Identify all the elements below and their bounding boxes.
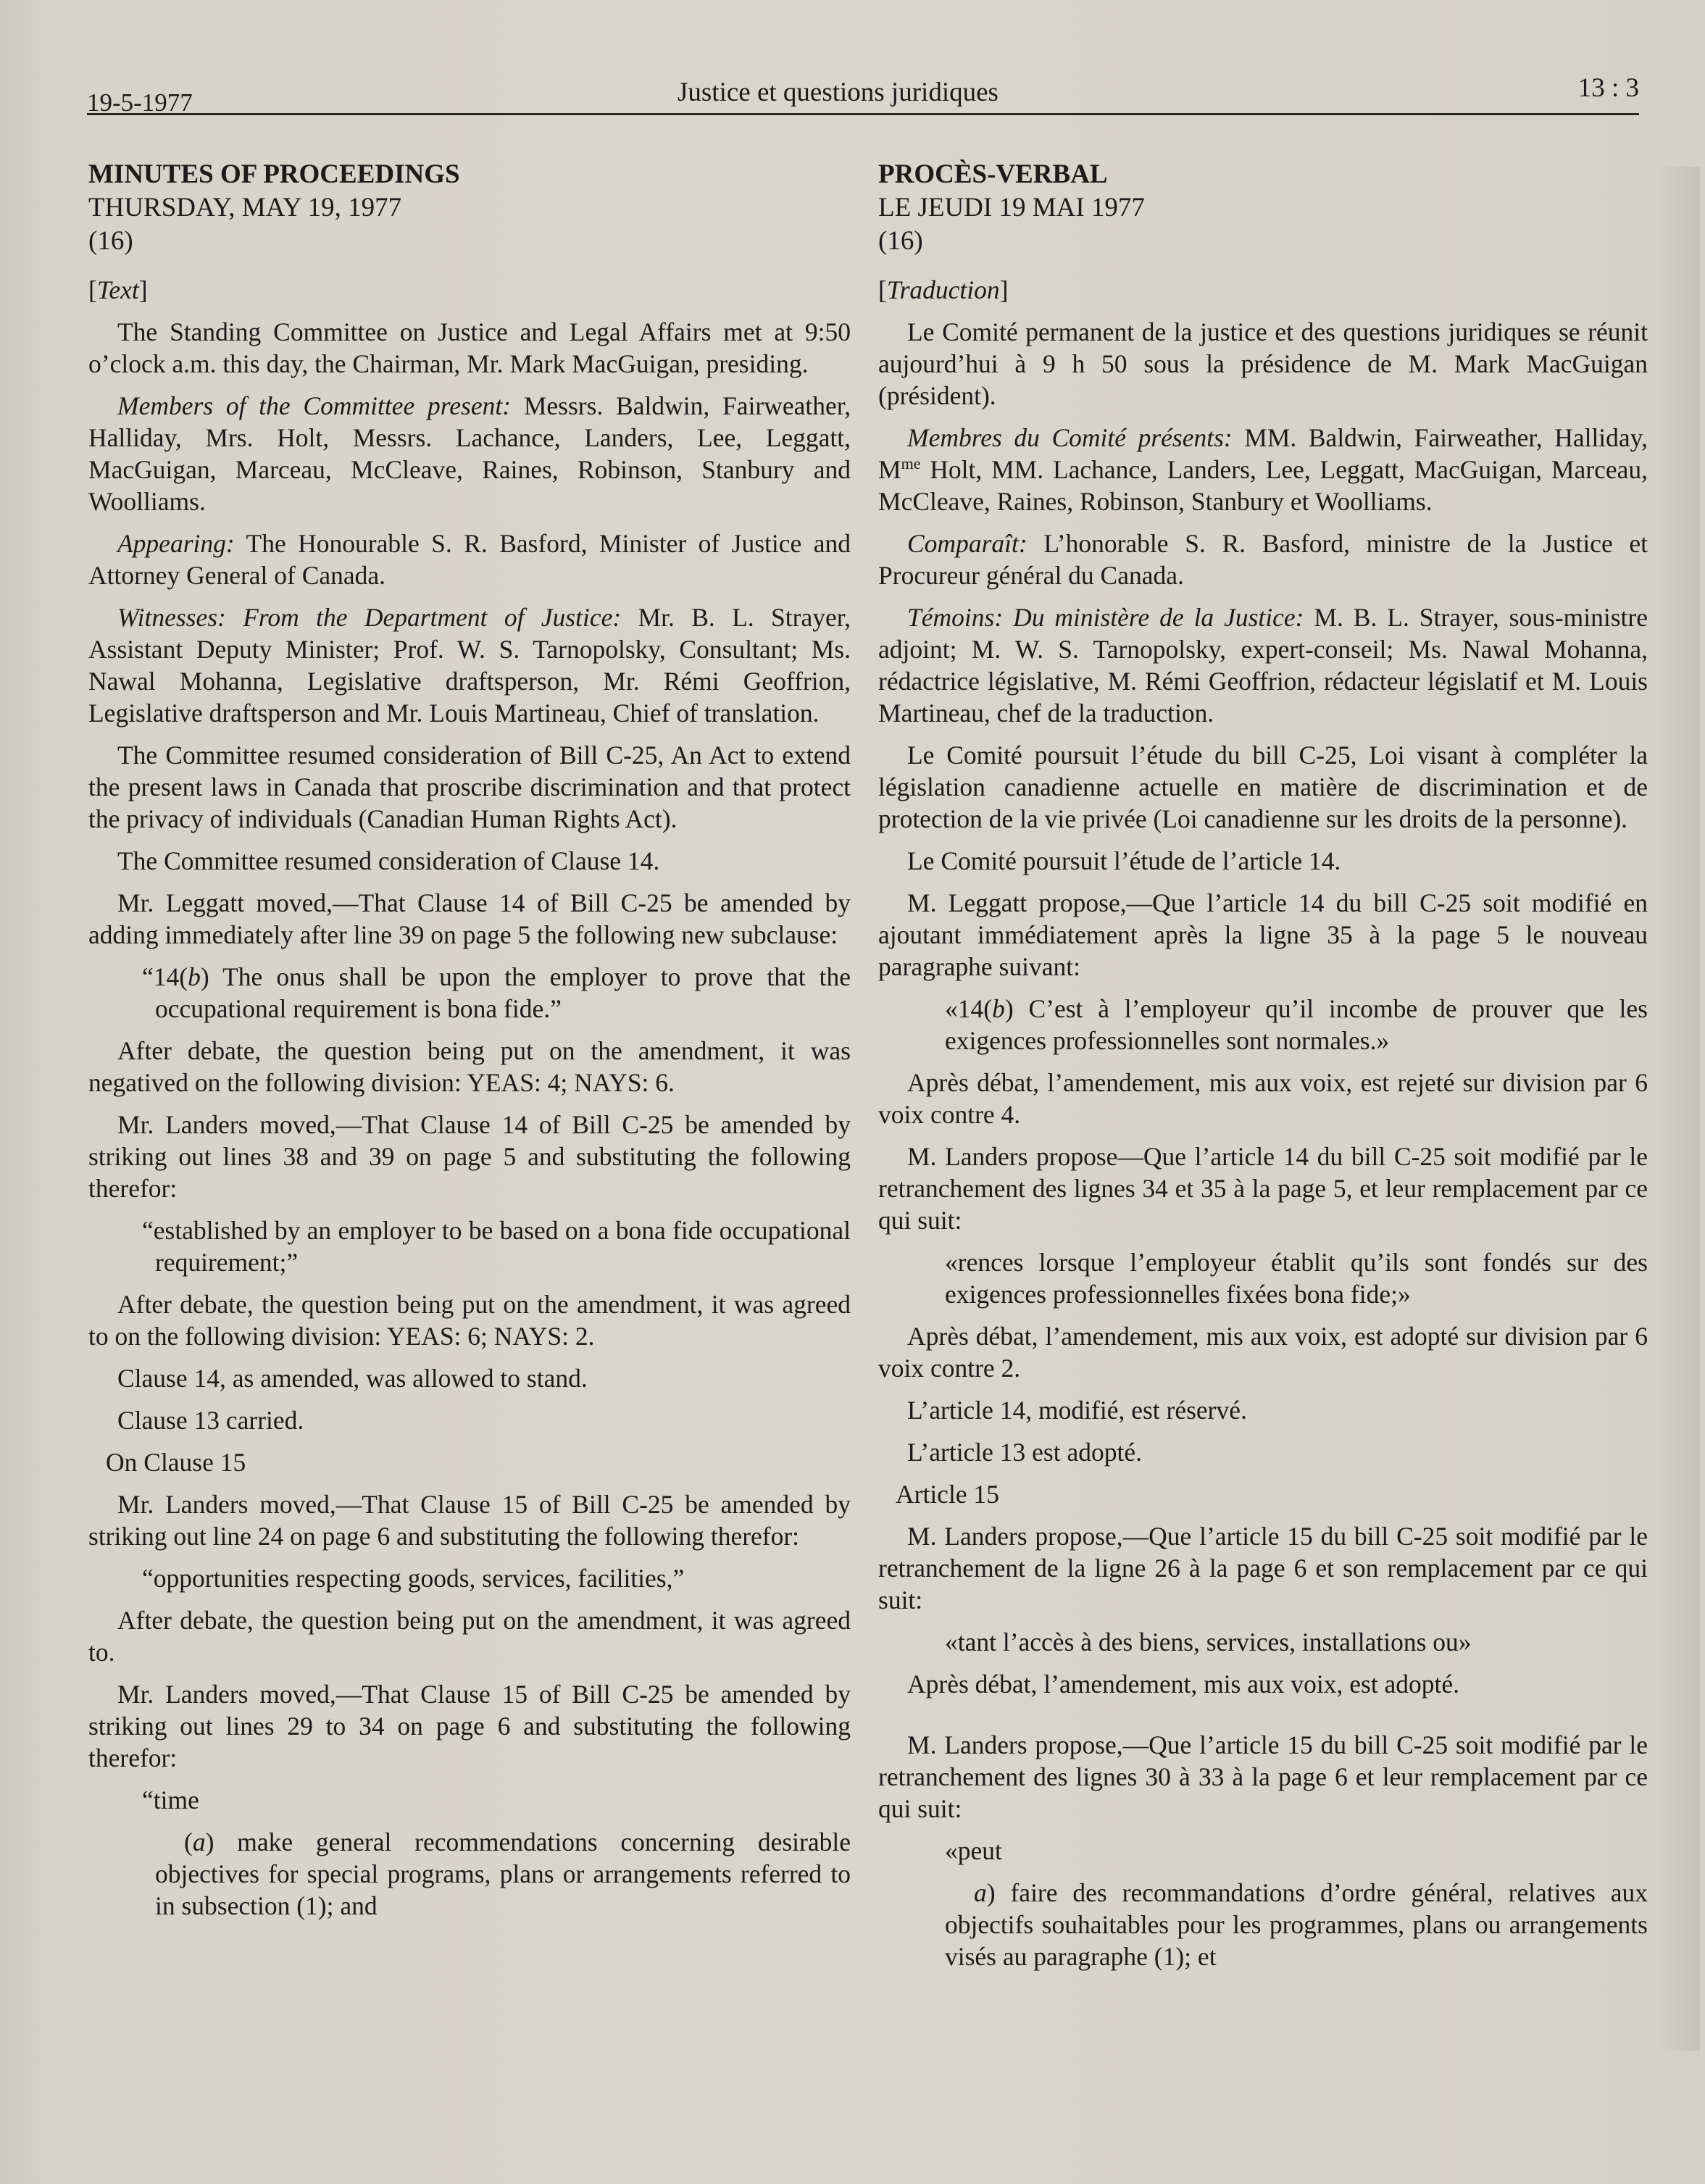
- appearing-text: L’honorable S. R. Basford, ministre de la Justice et Procureur général du Canada.: [878, 529, 1648, 590]
- section-title: PROCÈS-VERBAL: [878, 159, 1108, 189]
- text-tag: [Traduction]: [878, 275, 1009, 304]
- paragraph: Le Comité poursuit l’étude de l’article 14.: [907, 846, 1341, 875]
- quoted-subitem: (a) make general recommendations concerning desirable objectives for special programs, plans or arrangements referred to in subsection (1); and: [155, 1827, 851, 1920]
- meeting-date: THURSDAY, MAY 19, 1977: [88, 193, 402, 222]
- quoted-subitem: a) faire des recommandations d’ordre général, relatives aux objectifs souhaitables pour les programmes, plans ou arrangements visés au paragraphe (1); et: [945, 1878, 1648, 1971]
- paragraph: Clause 13 carried.: [117, 1406, 304, 1435]
- clause-heading: Article 15: [896, 1480, 999, 1509]
- header-title: Justice et questions juridiques: [678, 78, 999, 107]
- appearing-text: The Honourable S. R. Basford, Minister of Justice and Attorney General of Canada.: [88, 529, 851, 590]
- members-label: Members of the Committee present:: [117, 391, 512, 420]
- meeting-date: LE JEUDI 19 MAI 1977: [878, 193, 1145, 222]
- paragraph: After debate, the question being put on the amendment, it was negatived on the following division: YEAS: 4; NAYS: 6.: [88, 1036, 851, 1097]
- paragraph: Après débat, l’amendement, mis aux voix, est adopté.: [907, 1670, 1460, 1699]
- paragraph: Le Comité poursuit l’étude du bill C-25, Loi visant à compléter la législation canadienne actuelle en matière de discrimination et de protection de la vie privée (Loi canadienne sur les droits de la personne).: [878, 741, 1648, 833]
- quoted-amendment: «rences lorsque l’employeur établit qu’ils sont fondés sur des exigences professionnelles fixées bona fide;»: [945, 1248, 1648, 1309]
- paragraph-members: Membres du Comité présents: MM. Baldwin, Fairweather, Halliday, $M^{me}$ Holt, MM. Lachance, Landers, Lee, Leggatt, MacGuigan, Marceau, McCleave, Raines, Robinson, Stanbury et Woolliams.: [878, 423, 1648, 516]
- motion-paragraph: M. Landers propose,—Que l’article 15 du bill C-25 soit modifié par le retranchement de la ligne 26 à la page 6 et son remplacement par ce qui suit:: [878, 1522, 1648, 1614]
- witnesses-text: M. B. L. Strayer, sous-ministre adjoint; M. W. S. Tarnopolsky, expert-conseil; Ms. Nawal Mohanna, rédactrice législative, M. Rémi Geoffrion, rédacteur législatif et M. Louis Martineau, chef de la traduction.: [878, 603, 1648, 728]
- header-date: 19-5-1977: [87, 88, 193, 117]
- paragraph: L’article 14, modifié, est réservé.: [907, 1396, 1247, 1425]
- quoted-amendment: “established by an employer to be based on a bona fide occupational requirement;”: [142, 1216, 851, 1277]
- quoted-amendment: “opportunities respecting goods, services, facilities,”: [142, 1564, 685, 1593]
- paragraph: L’article 13 est adopté.: [907, 1438, 1142, 1467]
- header-page-number: 13 : 3: [1577, 73, 1639, 103]
- meeting-number: (16): [878, 226, 923, 256]
- paragraph-opening: Le Comité permanent de la justice et des questions juridiques se réunit aujourd’hui à 9 h 50 sous la présidence de M. Mark MacGuigan (président).: [878, 317, 1648, 410]
- witnesses-label: Témoins: Du ministère de la Justice:: [907, 603, 1304, 632]
- quoted-amendment: «peut: [945, 1836, 1002, 1865]
- english-column: [88, 158, 851, 1932]
- french-column: [878, 158, 1648, 1983]
- paragraph: Après débat, l’amendement, mis aux voix, est rejeté sur division par 6 voix contre 4.: [878, 1068, 1648, 1129]
- witnesses-label: Witnesses: From the Department of Justice:: [117, 603, 622, 632]
- motion-paragraph: M. Landers propose—Que l’article 14 du bill C-25 soit modifié par le retranchement des lignes 34 et 35 à la page 5, et leur remplacement par ce qui suit:: [878, 1142, 1648, 1235]
- quoted-amendment: “14(b) The onus shall be upon the employer to prove that the occupational requirement is bona fide.”: [142, 962, 851, 1023]
- paragraph: After debate, the question being put on the amendment, it was agreed to on the following division: YEAS: 6; NAYS: 2.: [88, 1290, 851, 1351]
- witnesses-text: Mr. B. L. Strayer, Assistant Deputy Minister; Prof. W. S. Tarnopolsky, Consultant; Ms. Nawal Mohanna, Legislative draftsperson, Mr. Rémi Geoffrion, Legislative draftsperson and Mr. Louis Martineau, Chief of translation.: [88, 603, 851, 728]
- motion-paragraph: M. Landers propose,—Que l’article 15 du bill C-25 soit modifié par le retranchement des lignes 30 à 33 à la page 6 et leur remplacement par ce qui suit:: [878, 1730, 1648, 1823]
- quoted-amendment: “time: [142, 1785, 199, 1814]
- motion-paragraph: M. Leggatt propose,—Que l’article 14 du bill C-25 soit modifié en ajoutant immédiatement après la ligne 35 à la page 5 le nouveau paragraphe suivant:: [878, 888, 1648, 981]
- paragraph: The Committee resumed consideration of Clause 14.: [117, 846, 660, 875]
- running-header: [87, 70, 1639, 115]
- paragraph-witnesses: [88, 601, 851, 729]
- quoted-amendment: «tant l’accès à des biens, services, installations ou»: [945, 1627, 1472, 1656]
- paragraph-witnesses: [878, 601, 1648, 729]
- motion-paragraph: Mr. Landers moved,—That Clause 15 of Bill C-25 be amended by striking out line 24 on page 6 and substituting the following therefor:: [88, 1490, 851, 1551]
- motion-paragraph: Mr. Leggatt moved,—That Clause 14 of Bill C-25 be amended by adding immediately after line 39 on page 5 the following new subclause:: [88, 888, 851, 949]
- paragraph-appearing: [88, 528, 851, 591]
- appearing-label: Comparaît:: [907, 529, 1027, 558]
- meeting-number: (16): [88, 226, 133, 256]
- appearing-label: Appearing:: [117, 529, 235, 558]
- text-tag: [Text]: [88, 275, 148, 304]
- section-title: MINUTES OF PROCEEDINGS: [88, 159, 460, 189]
- members-label: Membres du Comité présents:: [907, 423, 1233, 452]
- paragraph: Après débat, l’amendement, mis aux voix, est adopté sur division par 6 voix contre 2.: [878, 1322, 1648, 1383]
- paragraph-appearing: [878, 528, 1648, 591]
- motion-paragraph: Mr. Landers moved,—That Clause 15 of Bill C-25 be amended by striking out lines 29 to 34 on page 6 and substituting the following therefor:: [88, 1680, 851, 1772]
- paragraph: After debate, the question being put on the amendment, it was agreed to.: [88, 1606, 851, 1667]
- quoted-amendment: «14(b) C’est à l’employeur qu’il incombe de prouver que les exigences professionnelles sont normales.»: [945, 994, 1648, 1055]
- show-through-shadow: [1656, 167, 1700, 2051]
- members-list: Messrs. Baldwin, Fairweather, Halliday, Mrs. Holt, Messrs. Lachance, Landers, Lee, Leggatt, MacGuigan, Marceau, McCleave, Raines, Robinson, Stanbury and Woolliams.: [88, 391, 851, 516]
- paragraph: The Committee resumed consideration of Bill C-25, An Act to extend the present laws in Canada that proscribe discrimination and that protect the privacy of individuals (Canadian Human Rights Act).: [88, 741, 851, 833]
- paragraph: Clause 14, as amended, was allowed to stand.: [117, 1364, 588, 1393]
- spacer: [878, 1710, 1648, 1729]
- paragraph-members: [88, 390, 851, 517]
- paragraph-opening: The Standing Committee on Justice and Legal Affairs met at 9:50 o’clock a.m. this day, the Chairman, Mr. Mark MacGuigan, presiding.: [88, 317, 851, 378]
- motion-paragraph: Mr. Landers moved,—That Clause 14 of Bill C-25 be amended by striking out lines 38 and 39 on page 5 and substituting the following therefor:: [88, 1110, 851, 1203]
- clause-heading: On Clause 15: [106, 1448, 246, 1477]
